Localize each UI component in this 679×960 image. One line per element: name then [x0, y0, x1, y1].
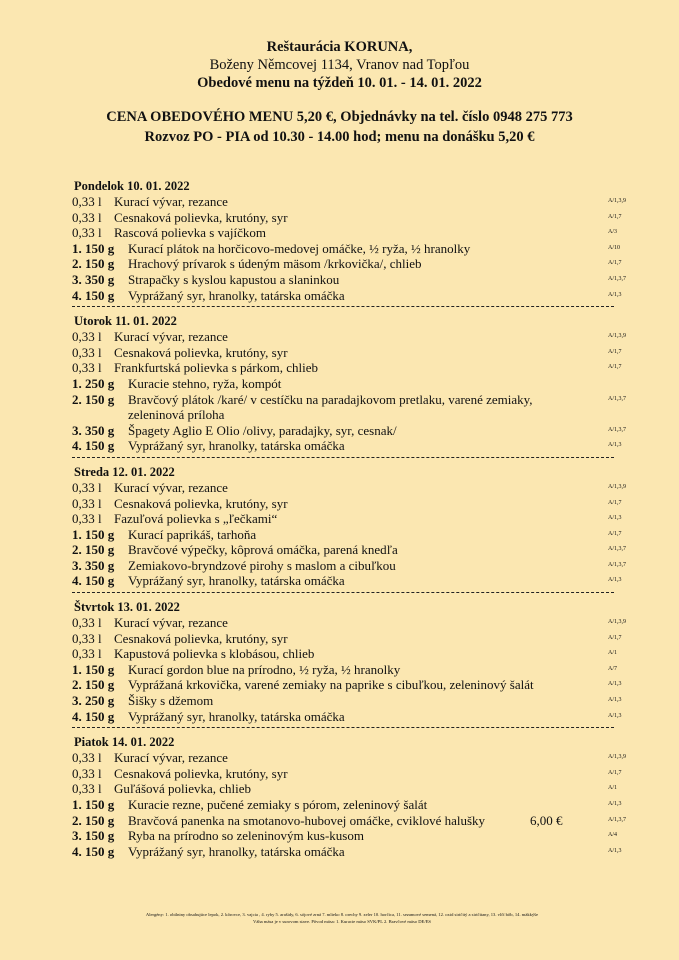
item-allergens: A/1,3,7: [608, 426, 626, 433]
item-allergens: A/1,3: [608, 712, 622, 719]
main-course-item: [72, 693, 622, 709]
allergen-legend: Alergény: 1. obilniny obsahujúce lepok, 2. kôrovce, 3. vajcia , 4. ryby 5. arašidy, 6. sójové zrná 7. mlieko 8. orechy 9. zeler 10. horčica, 11. sezamové semená, 12. oxid siričitý a siričitany, 13. vlčí bôb, 14. mäkkýše: [145, 912, 539, 917]
item-allergens: A/7: [608, 665, 617, 672]
item-description: Vyprážaný syr, hranolky, tatárska omáčka: [128, 573, 345, 589]
item-description: Vyprážaný syr, hranolky, tatárska omáčka: [128, 843, 345, 859]
main-course-item: [72, 797, 622, 813]
main-course-item: [72, 422, 626, 439]
main-course-item: [72, 812, 626, 829]
item-quantity: 0,33 l: [72, 765, 102, 781]
item-description: Vyprážaný syr, hranolky, tatárska omáčka: [128, 287, 345, 303]
menu-days: [72, 178, 626, 859]
item-description: Bravčový plátok /karé/ v cestíčku na paradajkovom pretlaku, varené zemiaky, zeleninová príloha: [128, 391, 533, 423]
item-quantity: 4. 150 g: [72, 287, 115, 303]
item-allergens: A/1,7: [608, 348, 622, 355]
day-separator: [72, 454, 612, 464]
item-description: Kurací vývar, rezance: [114, 615, 228, 631]
soup-item: [72, 630, 622, 647]
main-course-item: [72, 557, 626, 574]
item-quantity: 4. 150 g: [72, 573, 115, 589]
item-allergens: A/1,7: [608, 499, 622, 506]
item-quantity: 4. 150 g: [72, 438, 115, 454]
item-description: Cesnaková polievka, krutóny, syr: [114, 495, 288, 511]
item-allergens: A/1,3,9: [608, 754, 626, 761]
item-quantity: 0,33 l: [72, 479, 102, 495]
day-title: Streda 12. 01. 2022: [74, 464, 175, 479]
main-course-item: [72, 438, 622, 454]
item-quantity: 0,33 l: [72, 781, 102, 797]
item-description: Kurací vývar, rezance: [114, 479, 228, 495]
item-quantity: 0,33 l: [72, 360, 102, 376]
day-separator: [72, 303, 612, 313]
price-line: CENA OBEDOVÉHO MENU 5,20 €, Objednávky na tel. číslo 0948 275 773: [106, 109, 573, 125]
item-description: Kurací vývar, rezance: [114, 194, 228, 209]
item-quantity: 1. 150 g: [72, 526, 115, 542]
item-quantity: 1. 150 g: [72, 661, 115, 677]
main-course-item: [72, 843, 622, 860]
soup-item: [72, 225, 617, 241]
item-description: Kapustová polievka s klobásou, chlieb: [114, 646, 315, 662]
item-description: Cesnaková polievka, krutóny, syr: [114, 209, 288, 225]
item-allergens: A/1,7: [608, 364, 622, 371]
soup-item: [72, 765, 622, 782]
soup-item: [72, 495, 622, 512]
main-course-item: [72, 526, 622, 543]
main-course-item: [72, 828, 617, 844]
item-allergens: A/1: [608, 785, 617, 792]
soup-item: [72, 511, 622, 527]
item-allergens: A/1,3,9: [608, 333, 626, 340]
restaurant-address: Boženy Němcovej 1134, Vranov nad Topľou: [209, 57, 470, 73]
menu-week: Obedové menu na týždeň 10. 01. - 14. 01. 2022: [197, 75, 482, 91]
main-course-item: [72, 677, 622, 693]
delivery-line: Rozvoz PO - PIA od 10.30 - 14.00 hod; menu na donášku 5,20 €: [144, 129, 535, 145]
day-title: Utorok 11. 01. 2022: [74, 314, 177, 329]
item-allergens: A/1,3,7: [608, 275, 626, 282]
soup-item: [72, 615, 626, 631]
item-quantity: 0,33 l: [72, 194, 102, 209]
item-description: Cesnaková polievka, krutóny, syr: [114, 765, 288, 781]
soup-item: [72, 344, 622, 361]
item-allergens: A/10: [608, 244, 620, 251]
item-description: Cesnaková polievka, krutóny, syr: [114, 344, 288, 360]
item-description: Kuracie stehno, ryža, kompót: [128, 375, 282, 391]
day-section: [72, 178, 626, 303]
main-course-item: [72, 708, 622, 725]
day-section: [72, 599, 626, 724]
item-quantity: 1. 150 g: [72, 797, 115, 812]
day-separator: [72, 589, 612, 599]
item-quantity: 4. 150 g: [72, 843, 115, 859]
item-allergens: A/1,3,7: [608, 816, 626, 823]
main-course-item: [72, 287, 622, 304]
item-allergens: A/1,3: [608, 291, 622, 298]
item-allergens: A/1,7: [608, 634, 622, 641]
item-description: Hrachový prívarok s údeným mäsom /krkovička/, chlieb: [128, 256, 422, 272]
item-allergens: A/1,3: [608, 515, 622, 522]
item-description: Kuracie rezne, pučené zemiaky s pórom, zeleninový šalát: [128, 797, 428, 812]
item-allergens: A/4: [608, 832, 617, 839]
item-allergens: A/1,7: [608, 769, 622, 776]
meat-origin-note: Váha mäsa je v surovom stave. Pôvod mäsa: 1. Kuracie mäso SVK/PL 2. Bravčové mäso DE/ES: [253, 919, 431, 924]
item-quantity: 1. 250 g: [72, 375, 115, 391]
item-description: Kurací gordon blue na prírodno, ½ ryža, ½ hranolky: [128, 661, 401, 677]
item-allergens: A/1,3: [608, 577, 622, 584]
day-title: Piatok 14. 01. 2022: [74, 735, 175, 750]
item-quantity: 3. 350 g: [72, 557, 115, 573]
item-quantity: 1. 150 g: [72, 240, 115, 256]
item-quantity: 0,33 l: [72, 511, 102, 527]
soup-item: [72, 329, 626, 345]
item-description: Strapačky s kyslou kapustou a slaninkou: [128, 271, 340, 287]
item-allergens: A/1,7: [608, 530, 622, 537]
main-course-item: [72, 661, 617, 678]
item-quantity: 2. 150 g: [72, 391, 115, 407]
main-course-item: [72, 391, 626, 423]
day-title: Pondelok 10. 01. 2022: [74, 179, 190, 193]
soup-item: [72, 646, 617, 662]
main-course-item: [72, 542, 626, 558]
item-allergens: A/1,3,9: [608, 483, 626, 490]
item-description: Špagety Aglio E Olio /olivy, paradajky, syr, cesnak/: [128, 422, 397, 438]
item-quantity: 0,33 l: [72, 615, 102, 631]
item-allergens: A/1,3,7: [608, 561, 626, 568]
item-quantity: 0,33 l: [72, 225, 102, 241]
item-description: Kurací vývar, rezance: [114, 329, 228, 345]
item-description: Frankfurtská polievka s párkom, chlieb: [114, 360, 318, 376]
item-quantity: 0,33 l: [72, 209, 102, 225]
item-description: Rascová polievka s vajíčkom: [114, 225, 266, 241]
item-description: Vyprážaný syr, hranolky, tatárska omáčka: [128, 438, 345, 454]
soup-item: [72, 209, 622, 226]
item-description: Guľášová polievka, chlieb: [114, 781, 252, 797]
item-allergens: A/1,3: [608, 442, 622, 449]
item-allergens: A/1,3,9: [608, 198, 626, 204]
item-quantity: 0,33 l: [72, 344, 102, 360]
day-section: [72, 464, 626, 589]
item-description: Šišky s džemom: [128, 693, 214, 709]
day-separator: [72, 724, 612, 734]
item-description: Ryba na prírodno so zeleninovým kus-kusom: [128, 828, 364, 844]
item-description: Bravčové výpečky, kôprová omáčka, parená knedľa: [128, 542, 398, 558]
item-allergens: A/1,3,7: [608, 546, 626, 553]
order-info: [0, 107, 679, 147]
item-allergens: A/1,3: [608, 681, 622, 688]
item-quantity: 0,33 l: [72, 750, 102, 766]
item-quantity: 0,33 l: [72, 630, 102, 646]
item-description: Vyprážaná krkovička, varené zemiaky na paprike s cibuľkou, zeleninový šalát: [128, 677, 534, 693]
item-quantity: 2. 150 g: [72, 812, 115, 828]
menu-header: [0, 38, 679, 92]
item-allergens: A/1,7: [608, 213, 622, 220]
item-description: Kurací plátok na horčicovo-medovej omáčke, ½ ryža, ½ hranolky: [128, 240, 471, 256]
item-allergens: A/1,3: [608, 697, 622, 704]
soup-item: [72, 194, 626, 210]
item-allergens: A/1,3: [608, 801, 622, 807]
item-allergens: A/1,3,9: [608, 619, 626, 626]
item-quantity: 0,33 l: [72, 495, 102, 511]
day-title: Štvrtok 13. 01. 2022: [74, 600, 180, 615]
item-quantity: 3. 250 g: [72, 693, 115, 709]
main-course-item: [72, 240, 620, 257]
restaurant-name: Reštaurácia KORUNA,: [266, 39, 413, 55]
main-course-item: [72, 256, 622, 272]
allergen-footer: [92, 911, 592, 925]
item-description: Kurací vývar, rezance: [114, 750, 228, 766]
item-allergens: A/1: [608, 650, 617, 657]
item-quantity: 3. 350 g: [72, 422, 115, 438]
item-description: Cesnaková polievka, krutóny, syr: [114, 630, 288, 646]
main-course-item: [72, 271, 626, 288]
item-allergens: A/1,7: [608, 260, 622, 267]
soup-item: [72, 750, 626, 766]
item-allergens: A/1,3,7: [608, 395, 626, 402]
soup-item: [72, 479, 626, 496]
item-quantity: 2. 150 g: [72, 256, 115, 272]
item-description: Fazuľová polievka s „ľečkami“: [114, 511, 278, 527]
main-course-item: [72, 573, 622, 589]
item-quantity: 3. 350 g: [72, 271, 115, 287]
item-allergens: A/3: [608, 229, 617, 236]
item-quantity: 0,33 l: [72, 329, 102, 345]
item-allergens: A/1,3: [608, 847, 622, 854]
soup-item: [72, 360, 622, 376]
item-price: 6,00 €: [530, 812, 563, 828]
day-section: [72, 313, 626, 454]
item-description: Vyprážaný syr, hranolky, tatárska omáčka: [128, 708, 345, 724]
item-quantity: 0,33 l: [72, 646, 102, 662]
item-description: Kurací paprikáš, tarhoňa: [128, 526, 257, 542]
item-quantity: 4. 150 g: [72, 708, 115, 724]
day-section: [72, 734, 626, 859]
item-description: Zemiakovo-bryndzové pirohy s maslom a cibuľkou: [128, 557, 396, 573]
main-course-item: [72, 376, 612, 392]
item-quantity: 3. 150 g: [72, 828, 115, 844]
item-quantity: 2. 150 g: [72, 542, 115, 558]
item-quantity: 2. 150 g: [72, 677, 115, 693]
soup-item: [72, 781, 617, 797]
item-description: Bravčová panenka na smotanovo-hubovej omáčke, cviklové halušky: [128, 812, 486, 828]
